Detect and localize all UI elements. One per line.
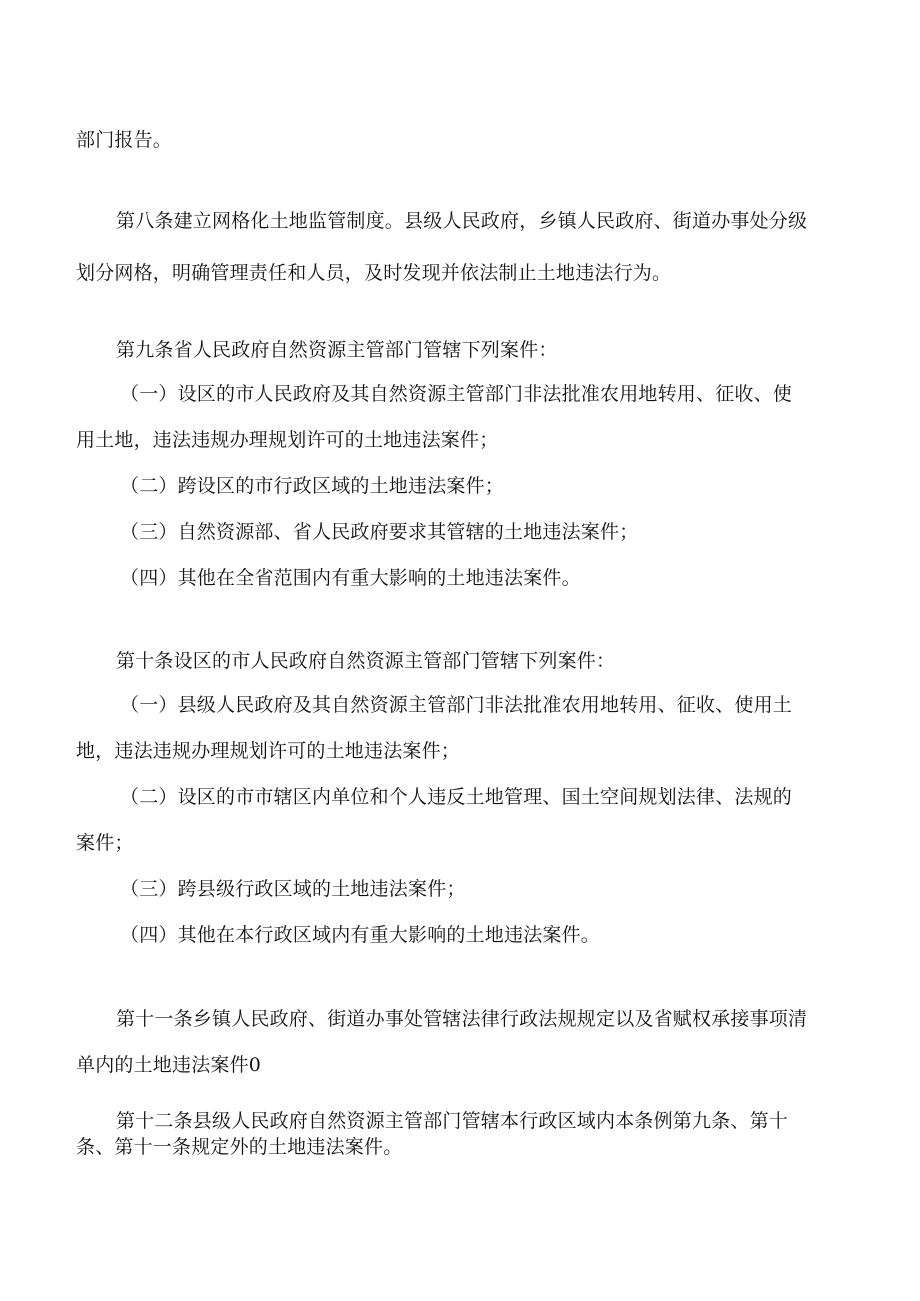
article-8-line-1: 第八条建立网格化土地监管制度。县级人民政府，乡镇人民政府、街道办事处分级 [116, 210, 808, 232]
article-12-line-1: 第十二条县级人民政府自然资源主管部门管辖本行政区域内本条例第九条、第十 [116, 1110, 789, 1132]
article-10-item-1-line-2: 地，违法违规办理规划许可的土地违法案件； [76, 740, 461, 762]
article-11-line-1: 第十一条乡镇人民政府、街道办事处管辖法律行政法规规定以及省赋权承接事项清 [116, 1008, 808, 1030]
article-9-item-1-line-1: （一）设区的市人民政府及其自然资源主管部门非法批准农用地转用、征收、使 [120, 383, 793, 405]
article-10-heading: 第十条设区的市人民政府自然资源主管部门管辖下列案件： [116, 650, 616, 672]
article-10-item-3: （三）跨县级行政区域的土地违法案件； [120, 878, 466, 900]
article-11-line-2: 单内的土地违法案件0 [76, 1054, 262, 1076]
article-9-item-4: （四）其他在全省范围内有重大影响的土地违法案件。 [120, 567, 581, 589]
article-9-item-2: （二）跨设区的市行政区域的土地违法案件； [120, 475, 505, 497]
article-10-item-2-line-2: 案件； [76, 832, 134, 854]
article-12-line-2: 条、第十一条规定外的土地违法案件。 [76, 1136, 403, 1158]
article-8-line-2: 划分网格，明确管理责任和人员，及时发现并依法制止土地违法行为。 [76, 262, 672, 284]
article-9-heading: 第九条省人民政府自然资源主管部门管辖下列案件： [116, 339, 558, 361]
article-9-item-3: （三）自然资源部、省人民政府要求其管辖的土地违法案件； [120, 521, 639, 543]
article-10-item-2-line-1: （二）设区的市市辖区内单位和个人违反土地管理、国土空间规划法律、法规的 [120, 786, 793, 808]
article-10-item-4: （四）其他在本行政区域内有重大影响的土地违法案件。 [120, 924, 601, 946]
text-line: 部门报告。 [76, 129, 173, 151]
article-9-item-1-line-2: 用土地，违法违规办理规划许可的土地违法案件； [76, 429, 499, 451]
article-10-item-1-line-1: （一）县级人民政府及其自然资源主管部门非法批准农用地转用、征收、使用土 [120, 694, 793, 716]
